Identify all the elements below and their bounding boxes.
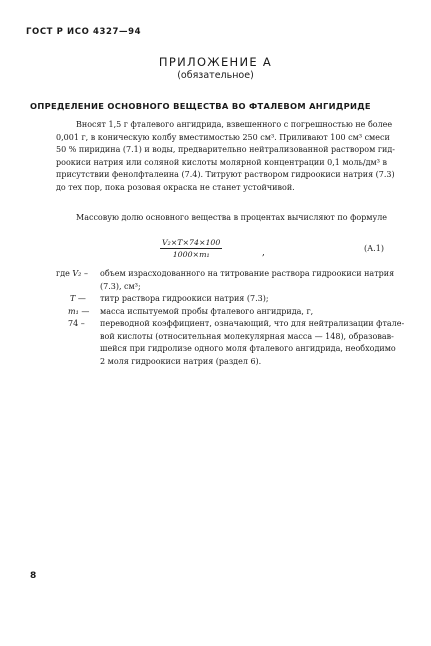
definition-text: 2 моля гидроокиси натрия (раздел 6).	[100, 356, 262, 366]
paragraph-calculation	[56, 212, 396, 225]
definition-text: титр раствора гидроокиси натрия (7.3);	[100, 294, 269, 303]
definition-symbol: 74 –	[68, 319, 85, 328]
document-header: ГОСТ Р ИСО 4327—94	[26, 27, 142, 37]
definition-symbol: m₁ —	[68, 306, 90, 316]
definitions-list	[56, 268, 406, 368]
appendix-title: ПРИЛОЖЕНИЕ А	[158, 55, 273, 69]
definition-item	[56, 318, 406, 368]
definition-item	[56, 293, 406, 306]
paragraph-line: присутствии фенолфталеина (7.4). Титруют раствором гидроокиси натрия (7.3)	[56, 170, 395, 179]
paragraph-line: Массовую долю основного вещества в процентах вычисляют по формуле	[76, 213, 388, 222]
definition-text: шейся при гидролизе одного моля фталевого ангидрида, необходимо	[100, 344, 396, 353]
definition-symbol: где V₂ –	[56, 269, 88, 278]
formula-separator: ,	[262, 248, 265, 258]
paragraph-line: Вносят 1,5 г фталевого ангидрида, взвешенного с погрешностью не более	[76, 120, 393, 129]
section-title: ОПРЕДЕЛЕНИЕ ОСНОВНОГО ВЕЩЕСТВА ВО ФТАЛЕВОМ АНГИДРИДЕ	[30, 101, 371, 111]
definition-text: вой кислоты (относительная молекулярная масса — 148), образовав-	[100, 331, 394, 341]
paragraph-line: до тех пор, пока розовая окраска не станет устойчивой.	[56, 182, 295, 192]
definition-symbol: T —	[70, 294, 86, 303]
formula-fraction	[160, 238, 222, 259]
formula	[160, 238, 222, 259]
definition-text: масса испытуемой пробы фталевого ангидрида, г,	[100, 306, 314, 316]
paragraph-line: 0,001 г, в коническую колбу вместимостью 250 см³. Приливают 100 см³ смеси	[56, 132, 390, 142]
appendix-subtitle: (обязательное)	[177, 70, 254, 81]
definition-text: (7.3), см³;	[100, 281, 141, 291]
paragraph-procedure	[56, 119, 396, 194]
page-number: 8	[30, 571, 37, 581]
definition-text: объем израсходованного на титрование раствора гидроокиси натрия	[100, 269, 395, 278]
paragraph-line: роокиси натрия или соляной кислоты молярной концентрации 0,1 моль/дм³ в	[56, 157, 387, 167]
paragraph-line: 50 % пиридина (7.1) и воды, предварительно нейтрализованной раствором гид-	[56, 145, 396, 154]
definition-item	[56, 268, 406, 293]
formula-denominator: 1000×m₁	[172, 250, 210, 259]
formula-numerator: V₂×T×74×100	[162, 238, 221, 247]
definition-text: переводной коэффициент, означающий, что для нейтрализации фтале-	[100, 319, 405, 328]
formula-number: (А.1)	[364, 244, 384, 253]
definition-item	[56, 306, 406, 319]
